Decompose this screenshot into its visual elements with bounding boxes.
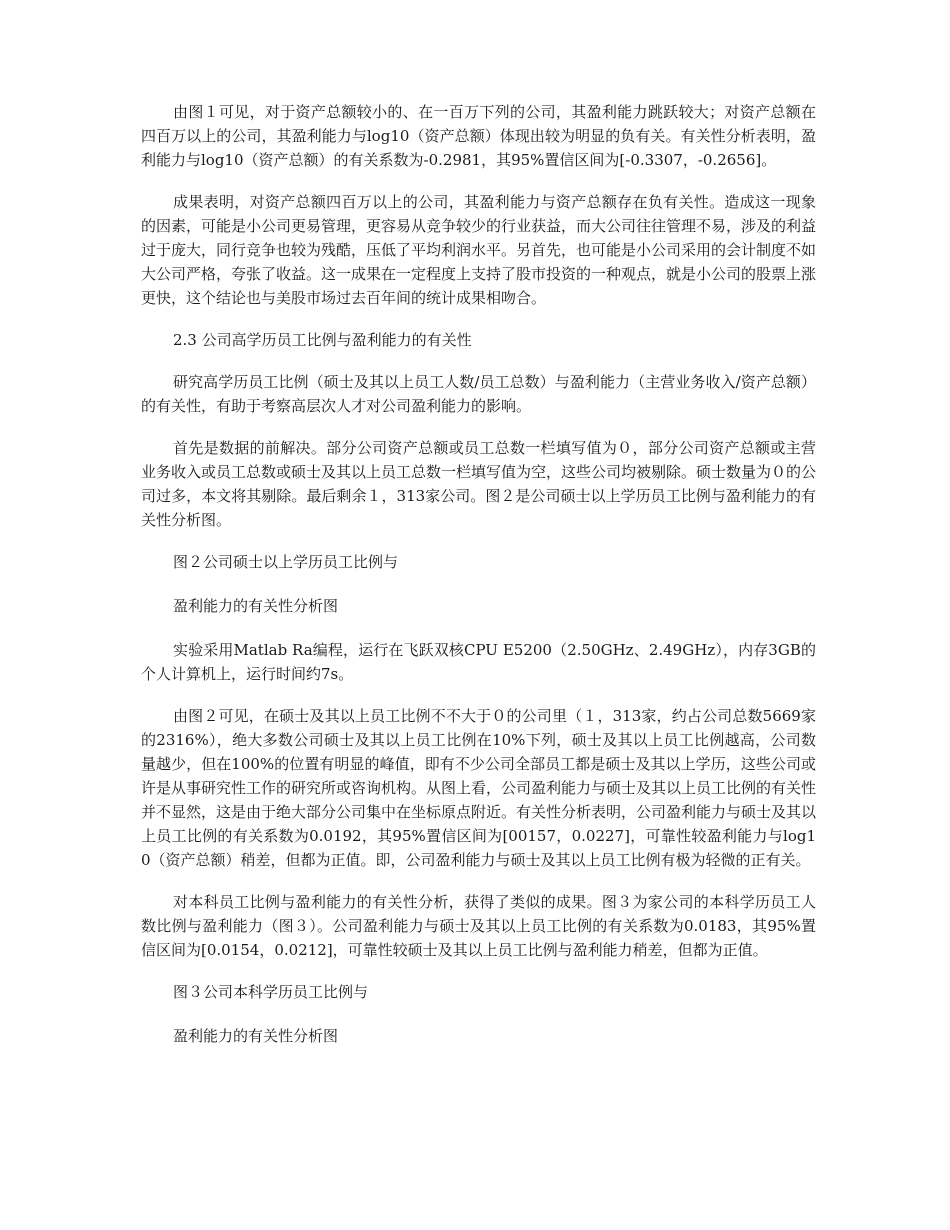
paragraph-figure1-analysis: 由图１可见，对于资产总额较小的、在一百万下列的公司，其盈利能力跳跃较大；对资产总额在四百万以上的公司，其盈利能力与log10（资产总额）体现出较为明显的负有关。有关性分析表明，盈利能力与log10（资产总额）的有关系数为-0.2981，其95%置信区间为[-0.3307，-0.2656]。 — [141, 103, 816, 169]
paragraph-data-preprocessing: 首先是数据的前解决。部分公司资产总额或员工总数一栏填写值为０，部分公司资产总额或主营业务收入或员工总数或硕士及其以上员工总数一栏填写值为空，这些公司均被剔除。硕士数量为０的公司过多，本文将其剔除。最后剩余１，313家公司。图２是公司硕士以上学历员工比例与盈利能力的有关性分析图。 — [141, 439, 817, 529]
section-heading-2-3: 2.3 公司高学历员工比例与盈利能力的有关性 — [173, 331, 472, 349]
figure3-caption-line2: 盈利能力的有关性分析图 — [173, 1027, 339, 1045]
paragraph-experiment-setup: 实验采用Matlab Ra编程，运行在飞跃双核CPU E5200（2.50GHz、2.49GHz），内存3GB的个人计算机上，运行时间约7s。 — [141, 641, 816, 683]
paragraph-research-intro: 研究高学历员工比例（硕士及其以上员工人数/员工总数）与盈利能力（主营业务收入/资产总额）的有关性，有助于考察高层次人才对公司盈利能力的影响。 — [141, 373, 816, 415]
paragraph-bachelor-analysis: 对本科员工比例与盈利能力的有关性分析，获得了类似的成果。图３为家公司的本科学历员工人数比例与盈利能力（图３）。公司盈利能力与硕士及其以上员工比例的有关系数为0.0183，其95%置信区间为[0.0154，0.0212]，可靠性较硕士及其以上员工比例与盈利能力稍差，但都为正值。 — [141, 893, 816, 959]
paragraph-figure2-analysis: 由图２可见，在硕士及其以上员工比例不不大于０的公司里（１，313家，约占公司总数5669家的2316%），绝大多数公司硕士及其以上员工比例在10%下列，硕士及其以上员工比例越高，公司数量越少，但在100%的位置有明显的峰值，即有不少公司全部员工都是硕士及其以上学历，这些公司或许是从事研究性工作的研究所或咨询机构。从图上看，公司盈利能力与硕士及其以上员工比例的有关性并不显然，这是由于绝大部分公司集中在坐标原点附近。有关性分析表明，公司盈利能力与硕士及其以上员工比例的有关系数为0.0192，其95%置信区间为[00157，0.0227]，可靠性较盈利能力与log10（资产总额）稍差，但都为正值。即，公司盈利能力与硕士及其以上员工比例有极为轻微的正有关。 — [141, 707, 817, 869]
figure2-caption-line1: 图２公司硕士以上学历员工比例与 — [173, 553, 399, 571]
figure2-caption-line2: 盈利能力的有关性分析图 — [173, 597, 339, 615]
document-body — [141, 100, 816, 1068]
paragraph-results: 成果表明，对资产总额四百万以上的公司，其盈利能力与资产总额存在负有关性。造成这一现象的因素，可能是小公司更易管理，更容易从竞争较少的行业获益，而大公司往往管理不易，涉及的利益过于庞大，同行竞争也较为残酷，压低了平均利润水平。另首先，也可能是小公司采用的会计制度不如大公司严格，夸张了收益。这一成果在一定程度上支持了股市投资的一种观点，就是小公司的股票上涨更快，这个结论也与美股市场过去百年间的统计成果相吻合。 — [141, 193, 817, 307]
figure3-caption-line1: 图３公司本科学历员工比例与 — [173, 983, 369, 1001]
